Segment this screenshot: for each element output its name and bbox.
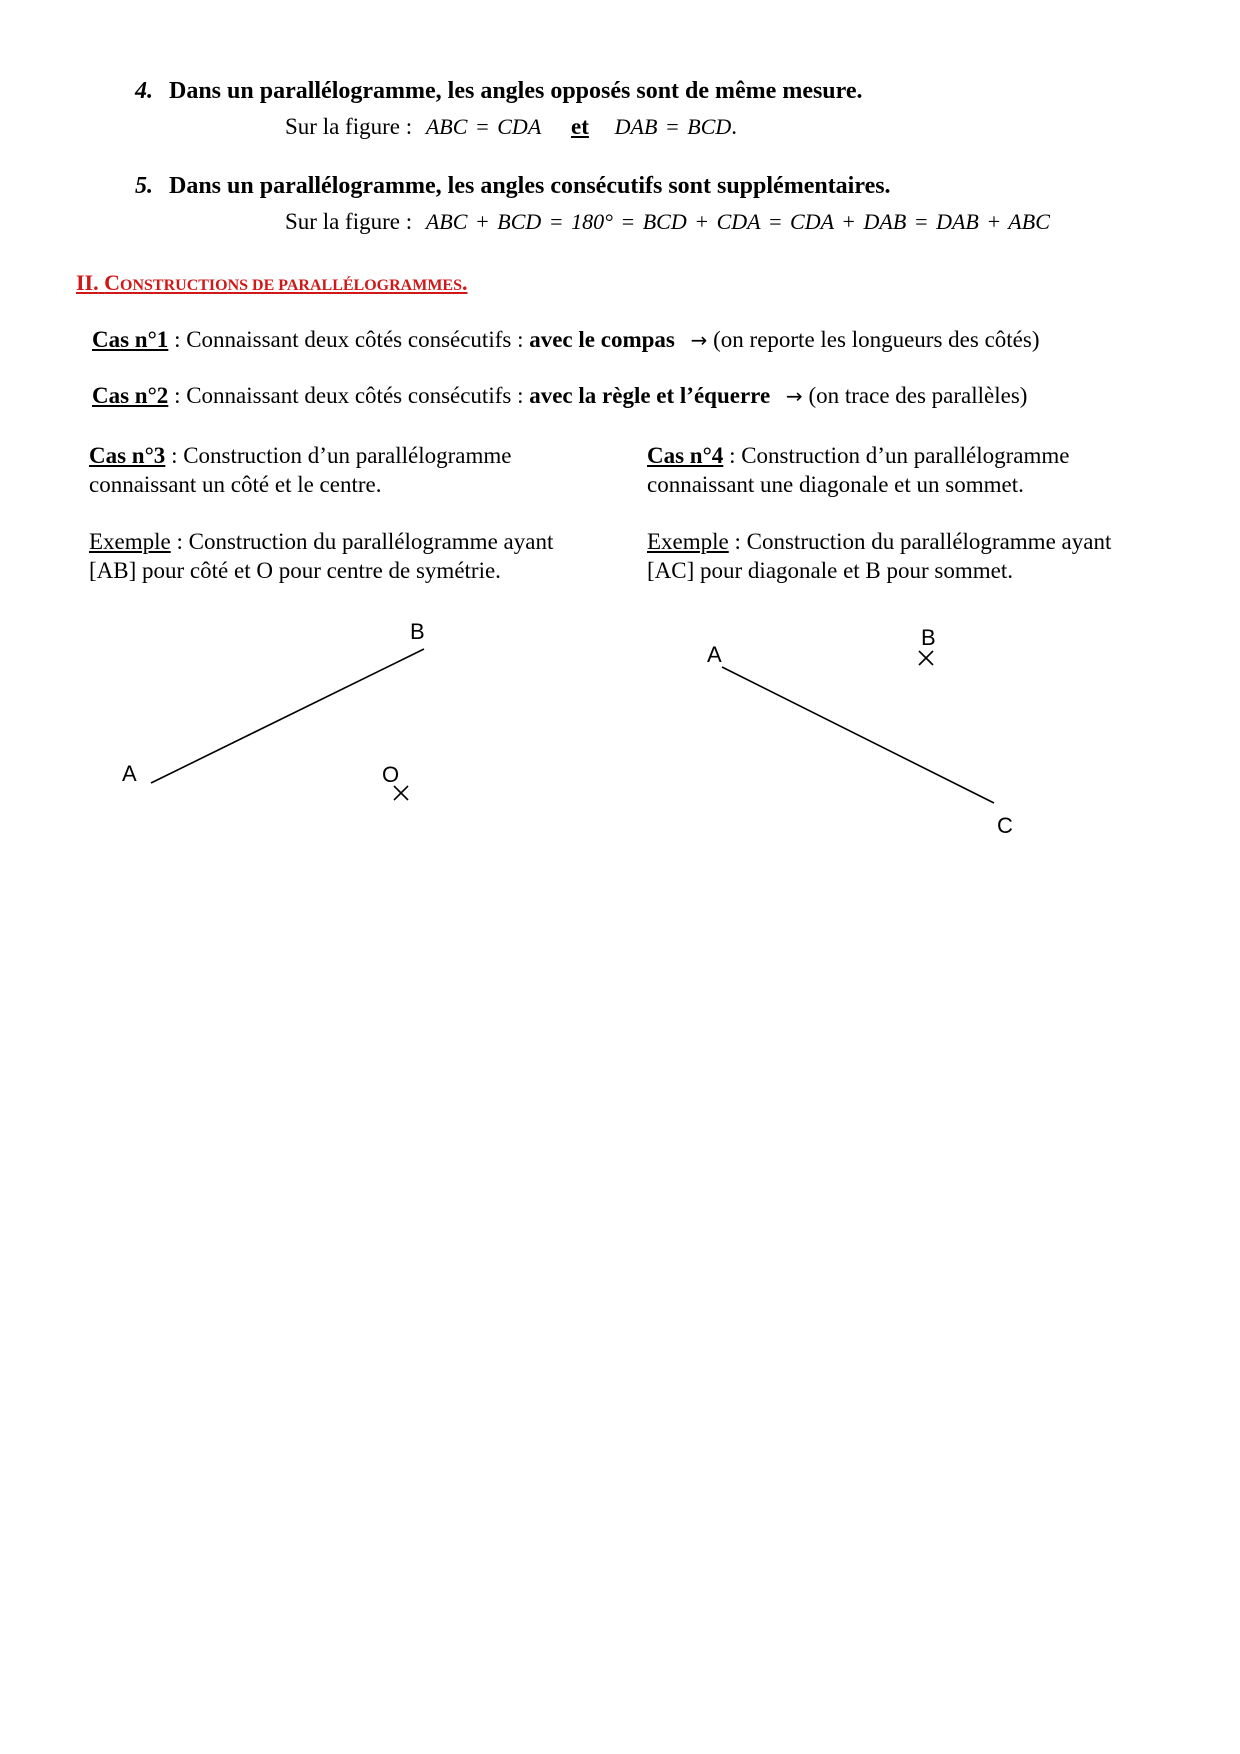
- case-1-arrow-icon: →: [690, 328, 708, 352]
- case-4-text: : Construction d’un parallélogramme connaissant une diagonale et un sommet.: [647, 443, 1070, 497]
- section-title-first-letter: C: [104, 270, 121, 295]
- case-3-example-text: : Construction du parallélogramme ayant [AB] pour côté et O pour centre de symétrie.: [89, 529, 554, 583]
- property-4-prefix: Sur la figure :: [285, 114, 413, 139]
- case-2-label: Cas n°2: [92, 383, 169, 408]
- fig1-label-o: O: [382, 762, 400, 787]
- case-1-label: Cas n°1: [92, 327, 169, 352]
- case-4-label: Cas n°4: [647, 443, 724, 468]
- property-5-prefix: Sur la figure :: [285, 209, 413, 234]
- section-roman: II.: [76, 270, 99, 295]
- fig1-point-o-cross-icon: [394, 786, 408, 800]
- fig1-label-a: A: [122, 761, 137, 786]
- case-3-example-label: Exemple: [89, 529, 171, 554]
- section-title-rest: ONSTRUCTIONS DE PARALLÉLOGRAMMES: [120, 277, 462, 294]
- property-4-end: .: [731, 114, 738, 139]
- case-2-bold: avec la règle et l’équerre: [529, 383, 771, 408]
- fig2-segment-ac: [722, 667, 994, 803]
- case-2-arrow-icon: →: [785, 384, 803, 408]
- property-5-equation: ABC + BCD = 180° = BCD + CDA = CDA + DAB = DAB + ABC: [425, 209, 1050, 234]
- case-1-text: : Connaissant deux côtés consécutifs :: [168, 327, 530, 352]
- property-4-conjunction: et: [571, 114, 589, 139]
- property-4-equation-a: ABC = CDA: [425, 114, 542, 139]
- property-5-number: 5.: [135, 173, 153, 199]
- property-4-equation-b: DAB = BCD: [614, 114, 732, 139]
- fig2-label-c: C: [997, 813, 1013, 838]
- case-3-text: : Construction d’un parallélogramme connaissant un côté et le centre.: [89, 443, 512, 497]
- case-3-label: Cas n°3: [89, 443, 166, 468]
- property-4-number: 4.: [135, 78, 153, 104]
- property-5-text: Dans un parallélogramme, les angles consécutifs sont supplémentaires.: [169, 173, 891, 199]
- case-1-bold: avec le compas: [529, 327, 675, 352]
- case-4-example-text: : Construction du parallélogramme ayant [AC] pour diagonale et B pour sommet.: [647, 529, 1112, 583]
- fig1-label-b: B: [410, 619, 425, 644]
- case-1-note: (on reporte les longueurs des côtés): [713, 327, 1040, 352]
- case-4-example-label: Exemple: [647, 529, 729, 554]
- property-4-text: Dans un parallélogramme, les angles opposés sont de même mesure.: [169, 78, 863, 104]
- case-2-text: : Connaissant deux côtés consécutifs :: [168, 383, 530, 408]
- fig2-label-b: B: [921, 625, 936, 650]
- fig2-point-b-cross-icon: [919, 651, 933, 665]
- section-title-end: .: [461, 270, 468, 295]
- case-2-note: (on trace des parallèles): [808, 383, 1028, 408]
- fig2-label-a: A: [707, 642, 722, 667]
